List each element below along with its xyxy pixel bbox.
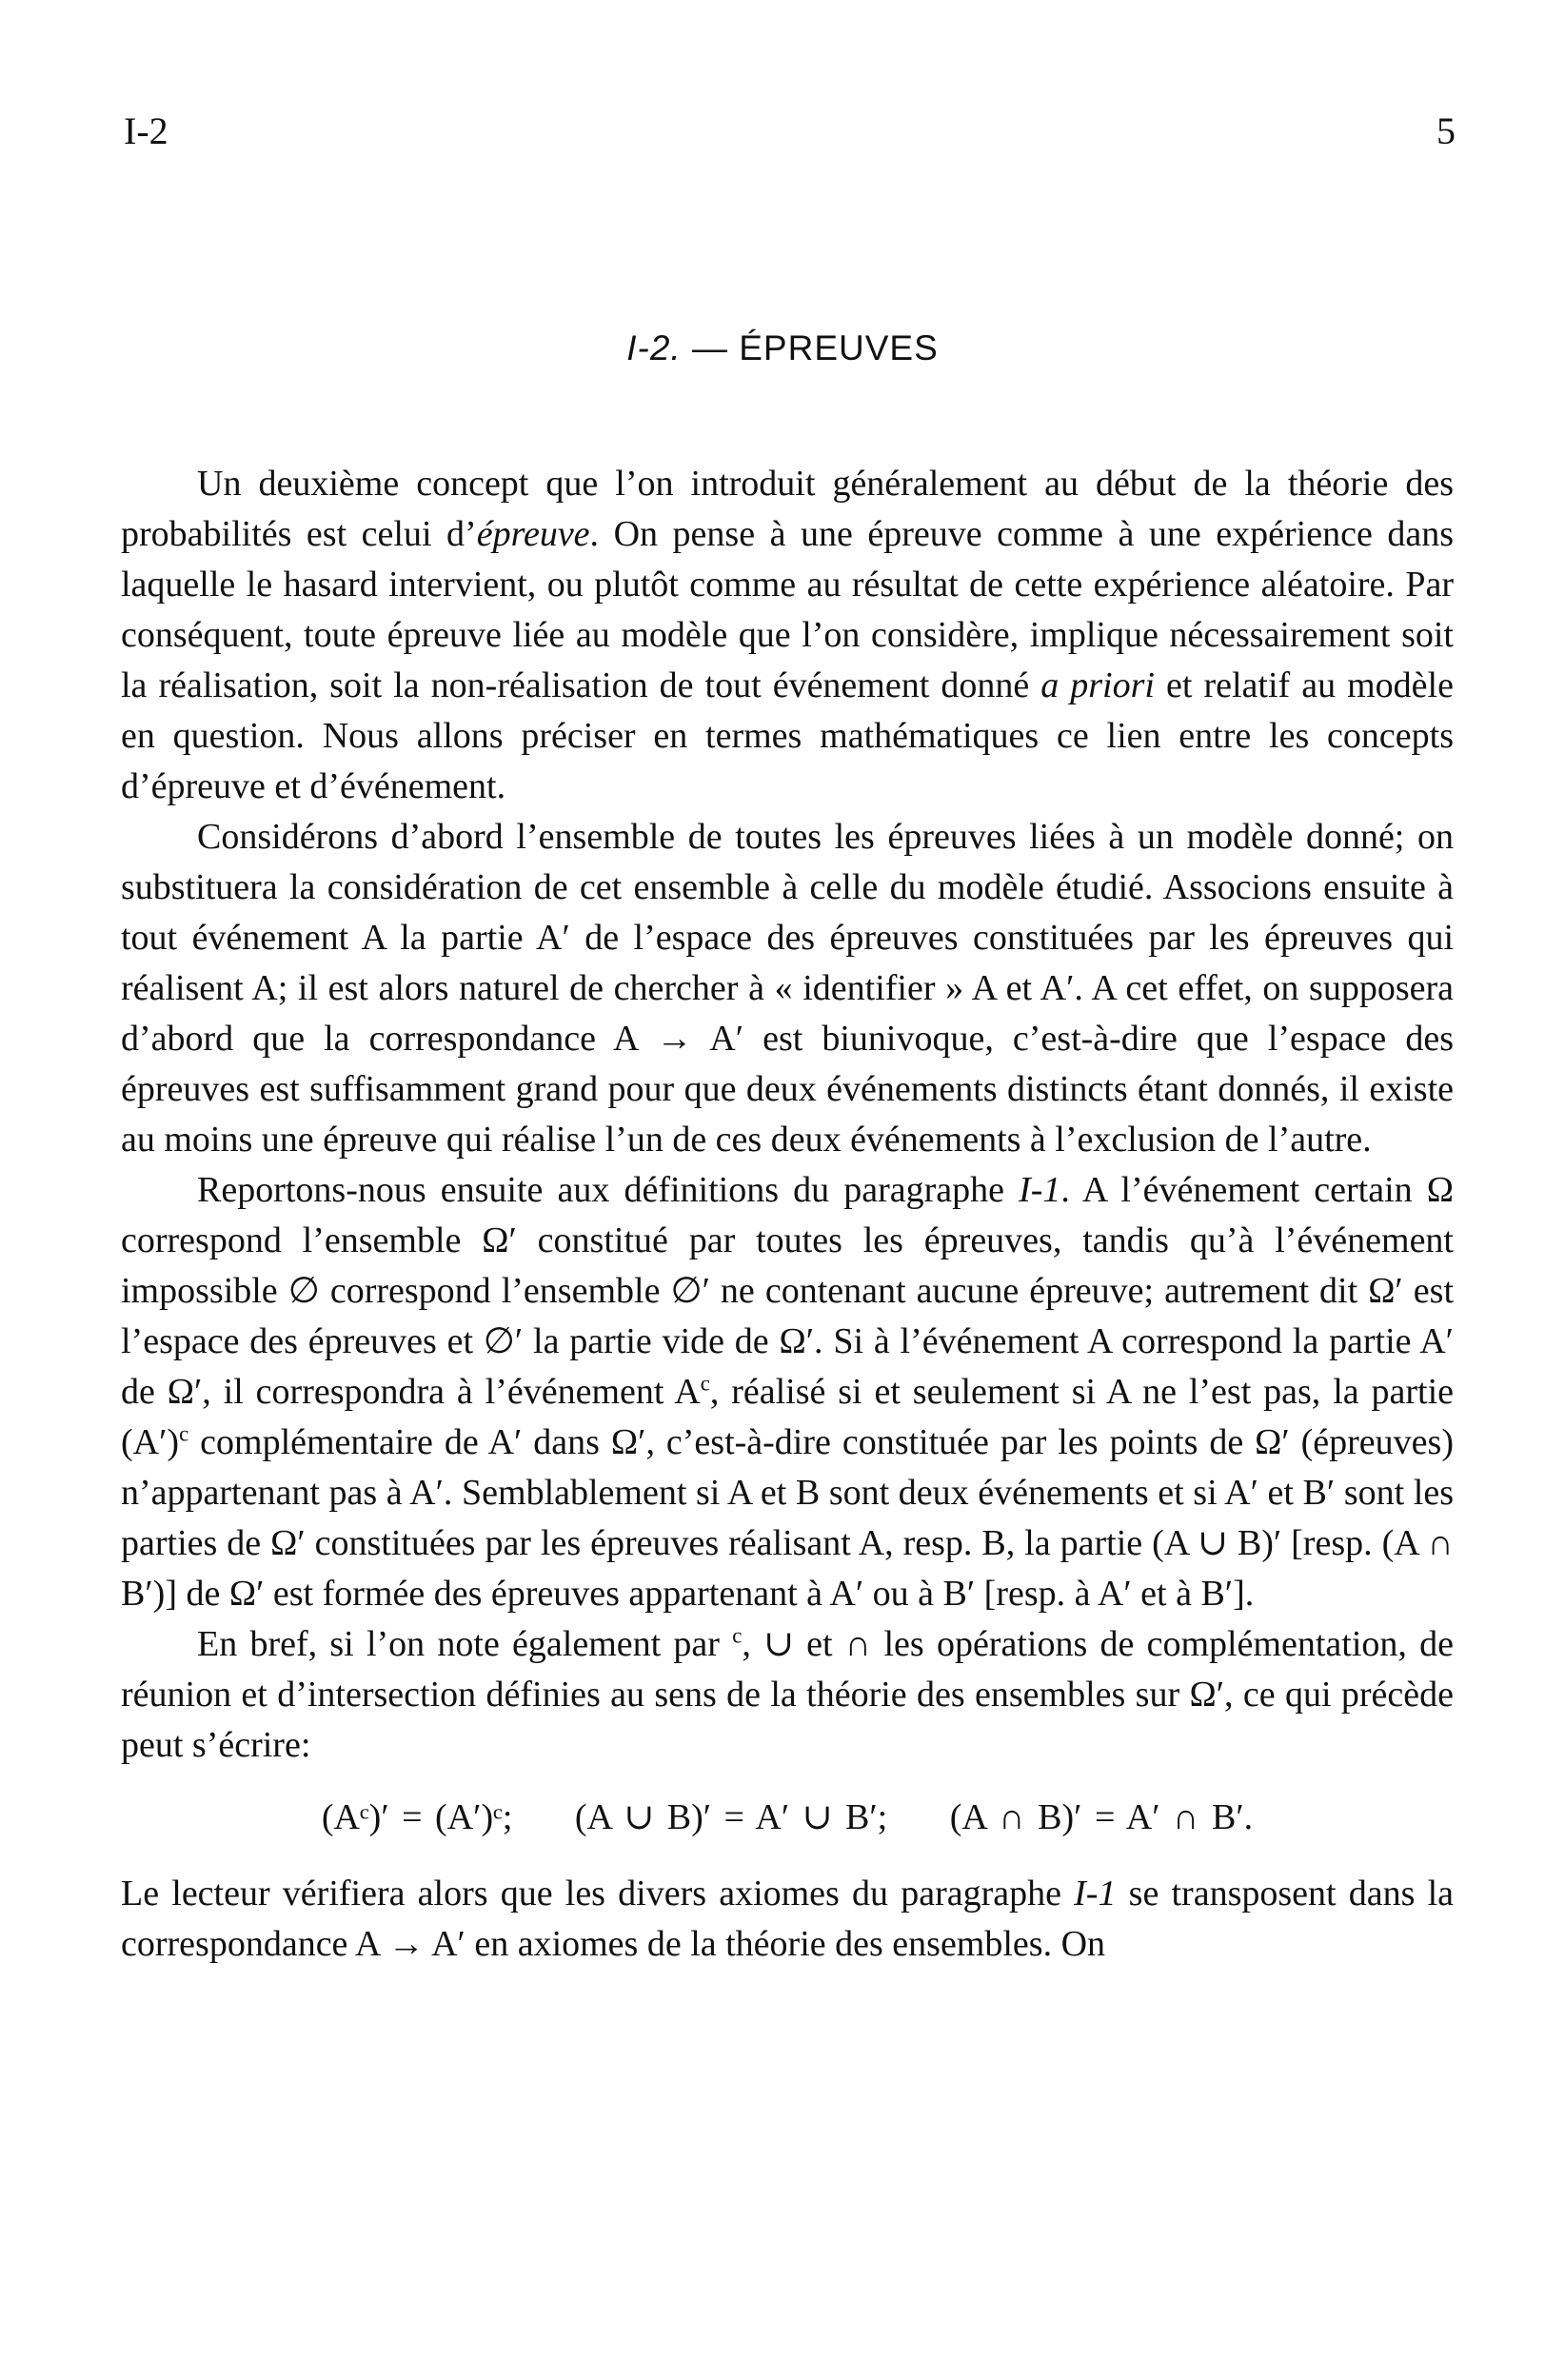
p5-paragraph-ref: I-1 [1074,1874,1117,1914]
paragraph-2: Considérons d’abord l’ensemble de toutes les épreuves liées à un modèle donné; on substituera la considération de cet ensemble à celle du modèle étudié. Associons ensuite à tout événement A la partie A′ de l’espace des épreuves constituées par les épreuves qui réalisent A; il est alors naturel de chercher à « identifier » A et A′. A cet effet, on supposera d’abord que la correspondance A → A′ est biunivoque, c’est-à-dire que l’espace des épreuves est suffisamment grand pour que deux événements distincts étant donnés, il existe au moins une épreuve qui réalise l’un de ces deux événements à l’exclusion de l’autre. [121,817,1454,1160]
p3-paragraph-ref: I-1 [1019,1170,1061,1210]
running-header-section: I-2 [124,109,168,152]
section-number: I-2. [626,328,682,367]
formula-union: (A ∪ B)′ = A′ ∪ B′; [574,1797,888,1837]
p3-text-a: Reportons-nous ensuite aux définitions du paragraphe [197,1170,1020,1210]
page-number: 5 [1436,109,1456,152]
p1-text-c: . On pense à une épreuve comme à une expérience dans laquelle le hasard intervient, ou plutôt comme au résultat de cette expérience aléatoire. Par conséquent, toute épreuve liée au modèle que l’on considère, implique nécessairement soit la réalisation, soit la non-réalisation de tout événement donné [121,514,1455,705]
paragraph-3 [121,1165,1454,1619]
formula-intersection: (A ∩ B)′ = A′ ∩ B′. [949,1797,1254,1837]
formula-complement: (Aᶜ)′ = (A′)ᶜ; [321,1797,513,1837]
p4-text-b: , ∪ et ∩ les opérations de complémentation, de réunion et d’intersection définies au sens de la théorie des ensembles sur Ω′, ce qui précède peut s’écrire: [121,1624,1454,1765]
p5-text-b: se transposent dans la correspondance A → A′ en axiomes de la théorie des ensembles. On [121,1874,1455,1964]
section-title [0,328,1565,368]
p3-text-c: , réalisé si et seulement si A ne l’est pas, la partie (A′) [121,1372,1455,1462]
p4-superscript-c: c [732,1623,743,1648]
p3-text-d: complémentaire de A′ dans Ω′, c’est-à-dire constituée par les points de Ω′ (épreuves) n’appartenant pas à A′. Semblablement si A et B sont deux événements et si A′ et B′ sont les parties de Ω′ constituées par les épreuves réalisant A, resp. B, la partie (A ∪ B)′ [resp. (A ∩ B′)] de Ω′ est formée des épreuves appartenant à A′ ou à B′ [resp. à A′ et à B′]. [121,1422,1454,1614]
title-dash: — [681,328,740,367]
paragraph-5 [121,1869,1454,1970]
p1-text-e: et relatif au modèle en question. Nous allons préciser en termes mathématiques ce lien entre les concepts d’épreuve et d’événement. [121,665,1454,806]
p3-superscript-c: c [700,1371,710,1396]
p4-text-a: En bref, si l’on note également par [197,1624,733,1664]
paragraph-1 [121,459,1454,812]
section-heading: ÉPREUVES [739,328,939,367]
display-formula [121,1793,1454,1843]
p3-superscript-c2: c [179,1421,189,1446]
p3-text-b: . A l’événement certain Ω correspond l’ensemble Ω′ constitué par toutes les épreuves, tandis qu’à l’événement impossible ∅ correspond l’ensemble ∅′ ne contenant aucune épreuve; autrement dit Ω′ est l’espace des épreuves et ∅′ la partie vide de Ω′. Si à l’événement A correspond la partie A′ de Ω′, il correspondra à l’événement A [121,1170,1454,1412]
paragraph-4 [121,1619,1454,1771]
body-text [121,459,1454,1970]
p1-italic-epreuve: épreuve [476,514,590,554]
p1-text-a: Un deuxième concept que l’on introduit généralement au début de la théorie des probabilités est celui d’ [121,464,1454,554]
p1-italic-a-priori: a priori [1040,665,1155,705]
p5-text-a: Le lecteur vérifiera alors que les divers axiomes du paragraphe [121,1874,1075,1914]
